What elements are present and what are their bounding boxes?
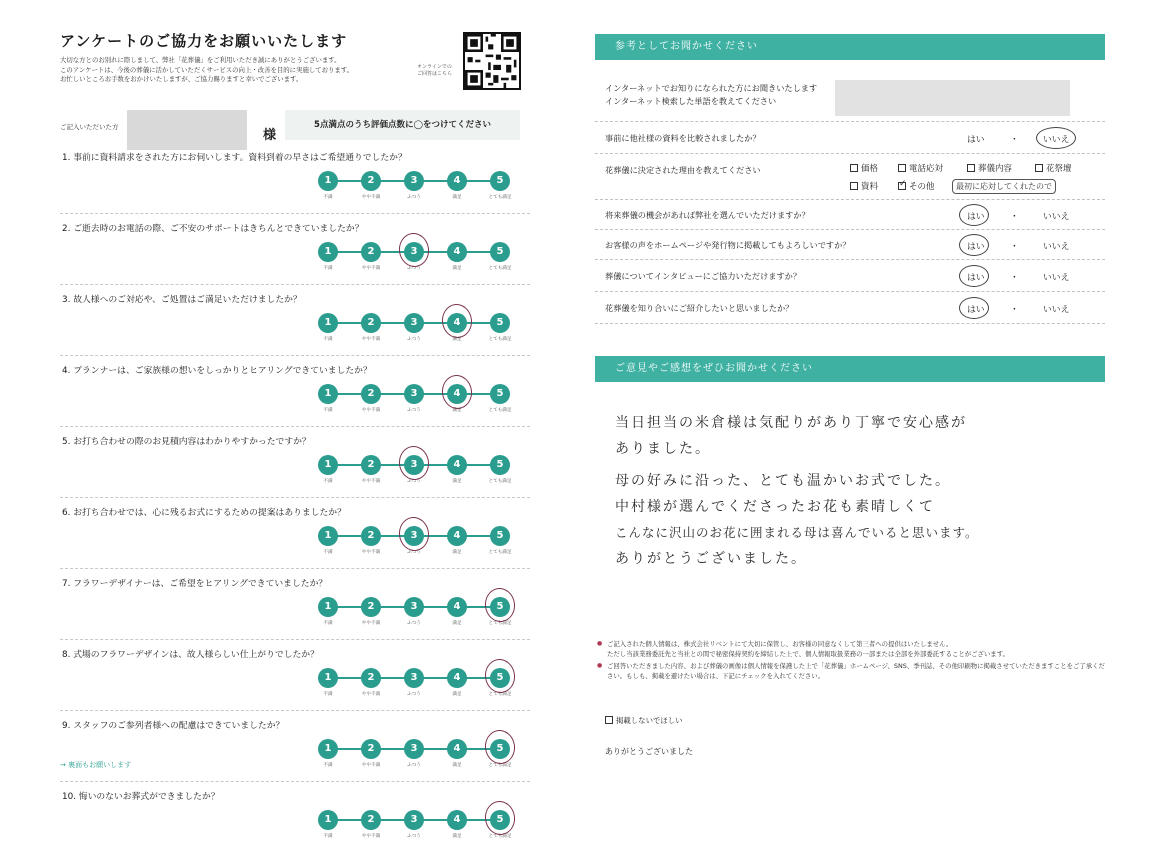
rating-scale (318, 807, 512, 851)
qr-code-icon[interactable] (463, 32, 521, 90)
rating-point-1[interactable]: 1 (318, 597, 338, 617)
honorific-sama: 様 (263, 128, 277, 143)
selected-circle-mark (397, 231, 431, 269)
yes-option[interactable]: はい (967, 305, 985, 315)
survey-right-page (595, 34, 1105, 784)
rating-point-1[interactable]: 1 (318, 739, 338, 759)
rating-label: 不満 (323, 763, 333, 768)
selected-circle-mark (483, 586, 517, 624)
yes-option[interactable]: はい (967, 242, 985, 252)
rating-point-4[interactable]: 4 (447, 810, 467, 830)
rating-point-5[interactable]: 5 (490, 597, 510, 617)
rating-point-3[interactable]: 3 (404, 668, 424, 688)
rating-label: 満足 (452, 195, 462, 200)
rating-point-3[interactable]: 3 (404, 384, 424, 404)
section-reference-header: 参考としてお聞かせください (595, 34, 1105, 60)
rating-point-5[interactable]: 5 (490, 384, 510, 404)
rating-label: 不満 (323, 479, 333, 484)
qr-code-graphic (465, 34, 519, 88)
rating-label: 満足 (452, 408, 462, 413)
rating-point-1[interactable]: 1 (318, 455, 338, 475)
separator-dot: ・ (1010, 242, 1019, 252)
answer-circle-mark (959, 204, 989, 226)
yesno-row (595, 230, 1105, 260)
checked-checkbox-icon: ✓ (899, 179, 907, 189)
search-term-field-redacted[interactable] (835, 80, 1070, 116)
comment-line: 当日担当の米倉様は気配りがあり丁寧で安心感が (615, 415, 967, 431)
selected-circle-mark (397, 515, 431, 553)
rating-point-4[interactable]: 4 (447, 526, 467, 546)
rating-scale (318, 665, 512, 709)
rating-question (60, 434, 530, 504)
question-divider (60, 426, 530, 427)
answer-circle-mark (959, 265, 989, 287)
checkbox-icon (1035, 164, 1043, 172)
rating-label: やや不満 (361, 834, 381, 839)
rating-point-5[interactable]: 5 (490, 455, 510, 475)
rating-point-2[interactable]: 2 (361, 526, 381, 546)
rating-label: ふつう (407, 834, 421, 839)
no-option[interactable]: いいえ (1043, 305, 1070, 315)
rating-scale (318, 523, 512, 567)
yesno-question: 花葬儀を知り合いにご紹介したいと思いましたか？ (605, 303, 794, 313)
rating-point-2[interactable]: 2 (361, 597, 381, 617)
optout-label: 掲載しないでほしい (616, 716, 683, 725)
rating-point-4[interactable]: 4 (447, 739, 467, 759)
no-option[interactable]: いいえ (1043, 273, 1070, 283)
rating-point-5[interactable]: 5 (490, 242, 510, 262)
privacy-note: ● ご回答いただきました内容、および葬儀の画像は個人情報を保護した上で「花葬儀」ホームページ、SNS、季刊誌、その他印刷物に掲載させていただきますことをご了承ください。もしも、掲載を避けたい場合は、下記にチェックを入れてください。 (595, 661, 1105, 681)
rating-point-5[interactable]: 5 (490, 668, 510, 688)
question-divider (60, 497, 530, 498)
rating-point-3[interactable]: 3 (404, 455, 424, 475)
internet-search-row (595, 60, 1105, 122)
separator-dot: ・ (1010, 135, 1019, 145)
rating-point-3[interactable]: 3 (404, 313, 424, 333)
rating-label: やや不満 (361, 408, 381, 413)
rating-label: ふつう (407, 550, 421, 555)
yesno-question: 葬儀についてインタビューにご協力いただけますか？ (605, 271, 802, 281)
reason-option-price[interactable] (850, 162, 878, 174)
comment-line: 母の好みに沿った、とても温かいお式でした。 (615, 473, 951, 489)
rating-label: やや不満 (361, 621, 381, 626)
rating-label: とても満足 (488, 834, 512, 839)
rating-point-4[interactable]: 4 (447, 171, 467, 191)
rating-label: やや不満 (361, 550, 381, 555)
comment-line: ありました。 (615, 441, 711, 457)
checkbox-icon (898, 164, 906, 172)
rating-point-5[interactable]: 5 (490, 526, 510, 546)
rating-point-1[interactable]: 1 (318, 526, 338, 546)
yesno-question: 事前に他社様の資料を比較されましたか？ (605, 133, 761, 143)
rating-point-5[interactable]: 5 (490, 313, 510, 333)
question-text: 6. お打ち合わせでは、心に残るお式にするための提案はありましたか？ (62, 508, 346, 518)
rating-point-2[interactable]: 2 (361, 810, 381, 830)
no-option[interactable]: いいえ (1043, 242, 1070, 252)
reason-label: 価格 (861, 164, 879, 174)
privacy-note: ただし当該業務委託先と当社との間で秘密保持契約を締結した上で、個人情報取扱業務の一部または全部を外部委託することがございます。 (607, 650, 1009, 658)
rating-label: 不満 (323, 692, 333, 697)
comment-line: 中村様が選んでくださったお花も素晴しくて (615, 499, 935, 515)
question-text: 9. スタッフのご参列者様への配慮はできていましたか？ (62, 721, 285, 731)
rating-label: やや不満 (361, 337, 381, 342)
rating-label: 満足 (452, 266, 462, 271)
checkbox-icon (967, 164, 975, 172)
rating-point-2[interactable]: 2 (361, 171, 381, 191)
rating-point-3[interactable]: 3 (404, 739, 424, 759)
rating-label: ふつう (407, 266, 421, 271)
rating-scale (318, 594, 512, 638)
comment-line: こんなに沢山のお花に囲まれる母は喜んでいると思います。 (615, 525, 979, 540)
rating-point-5[interactable]: 5 (490, 810, 510, 830)
name-field-redacted[interactable] (127, 110, 247, 150)
rating-point-2[interactable]: 2 (361, 242, 381, 262)
reason-label: 花祭壇 (1046, 164, 1072, 174)
rating-point-1[interactable]: 1 (318, 810, 338, 830)
rating-label: 満足 (452, 834, 462, 839)
reason-label: その他 (909, 182, 935, 192)
rating-point-3[interactable]: 3 (404, 242, 424, 262)
yesno-question: お客様の声をホームページや発行物に掲載してもよろしいですか？ (605, 240, 851, 250)
yes-option[interactable]: はい (967, 212, 985, 222)
rating-label: 満足 (452, 621, 462, 626)
rating-label: やや不満 (361, 692, 381, 697)
internet-question-line: インターネット検索した単語を教えてください (605, 96, 777, 106)
question-text: 7. フラワーデザイナーは、ご希望をヒアリングできていましたか？ (62, 579, 328, 589)
survey-title: アンケートのご協力をお願いいたします (60, 32, 348, 50)
privacy-note: ● ご記入された個人情報は、株式会社リベントにて大切に保管し、お客様の同意なくして第三者への提供はいたしません。 (595, 639, 1105, 649)
rating-scale (318, 239, 512, 283)
rating-point-2[interactable]: 2 (361, 455, 381, 475)
turn-over-note: → 裏面もお願いします (60, 761, 132, 769)
rating-label: 満足 (452, 550, 462, 555)
question-text: 8. 式場のフラワーデザインは、故人様らしい仕上がりでしたか？ (62, 650, 319, 660)
rating-label: ふつう (407, 692, 421, 697)
rating-point-3[interactable]: 3 (404, 597, 424, 617)
rating-point-2[interactable]: 2 (361, 313, 381, 333)
survey-intro (60, 56, 440, 85)
thanks-text: ありがとうございました (605, 747, 693, 756)
question-divider (60, 568, 530, 569)
question-divider (60, 781, 530, 782)
rating-point-1[interactable]: 1 (318, 668, 338, 688)
rating-scale (318, 310, 512, 354)
rating-point-4[interactable]: 4 (447, 455, 467, 475)
rating-label: とても満足 (488, 621, 512, 626)
rating-label: とても満足 (488, 337, 512, 342)
rating-point-4[interactable]: 4 (447, 384, 467, 404)
rating-scale (318, 736, 512, 780)
answer-circle-mark (1036, 127, 1076, 149)
rating-label: 満足 (452, 692, 462, 697)
rating-label: やや不満 (361, 195, 381, 200)
selected-circle-mark (483, 799, 517, 837)
rating-point-2[interactable]: 2 (361, 668, 381, 688)
rating-point-1[interactable]: 1 (318, 242, 338, 262)
reason-option-documents[interactable] (850, 180, 878, 192)
reason-label: 葬儀内容 (978, 164, 1013, 174)
reason-option-phone[interactable] (898, 162, 943, 174)
checkbox-icon (605, 716, 613, 724)
rating-label: ふつう (407, 621, 421, 626)
rating-label: とても満足 (488, 550, 512, 555)
intro-line: このアンケートは、今後の葬儀に活かしていただくサービスの向上・改善を目的に実施しております。 (60, 65, 354, 74)
question-text: 3. 故人様へのご対応や、ご処置はご満足いただけましたか？ (62, 295, 302, 305)
rating-point-2[interactable]: 2 (361, 739, 381, 759)
rating-label: とても満足 (488, 195, 512, 200)
no-option[interactable]: いいえ (1043, 135, 1070, 145)
reason-option-content[interactable] (967, 162, 1012, 174)
rating-label: 不満 (323, 550, 333, 555)
rating-label: 満足 (452, 763, 462, 768)
rating-point-1[interactable]: 1 (318, 313, 338, 333)
comment-line: ありがとうございました。 (615, 551, 807, 567)
handwritten-comment (615, 410, 1095, 572)
intro-line: お忙しいところお手数をおかけいたしますが、ご協力賜りますと幸いでございます。 (60, 75, 303, 83)
rating-instruction: 5点満点のうち評価点数に◯をつけてください (285, 110, 520, 140)
rating-label: ふつう (407, 763, 421, 768)
question-divider (60, 355, 530, 356)
rating-label: ふつう (407, 479, 421, 484)
rating-point-3[interactable]: 3 (404, 810, 424, 830)
rating-point-4[interactable]: 4 (447, 242, 467, 262)
rating-question (60, 789, 530, 859)
reason-label: 資料 (861, 182, 879, 192)
rating-question (60, 363, 530, 433)
rating-scale (318, 452, 512, 496)
other-reason-handwritten: 最初に応対してくれたので (952, 179, 1056, 194)
question-divider (60, 639, 530, 640)
rating-label: ふつう (407, 408, 421, 413)
rating-label: とても満足 (488, 408, 512, 413)
selected-circle-mark (483, 657, 517, 695)
rating-point-4[interactable]: 4 (447, 668, 467, 688)
yesno-row (595, 260, 1105, 292)
rating-label: やや不満 (361, 266, 381, 271)
rating-label: 不満 (323, 266, 333, 271)
no-option[interactable]: いいえ (1043, 212, 1070, 222)
reason-option-flower-altar[interactable] (1035, 162, 1072, 174)
rating-label: 不満 (323, 408, 333, 413)
qr-label (417, 64, 452, 78)
privacy-notes (595, 639, 1105, 681)
yesno-row (595, 122, 1105, 154)
rating-label: 満足 (452, 479, 462, 484)
rating-point-2[interactable]: 2 (361, 384, 381, 404)
name-label: ご記入いただいた方 (60, 123, 119, 131)
selected-circle-mark (440, 302, 474, 340)
rating-point-4[interactable]: 4 (447, 313, 467, 333)
reason-question: 花葬儀に決定された理由を教えてください (605, 165, 761, 175)
answer-circle-mark (959, 297, 989, 319)
rating-point-4[interactable]: 4 (447, 597, 467, 617)
section-feedback-header: ご意見やご感想をぜひお聞かせください (595, 356, 1105, 382)
rating-question (60, 505, 530, 575)
qr-label-line: ご回答はこちら (417, 71, 453, 77)
rating-label: 不満 (323, 834, 333, 839)
rating-label: とても満足 (488, 479, 512, 484)
qr-label-line: オンラインでの (417, 64, 452, 70)
yesno-row (595, 200, 1105, 230)
survey-left-page (45, 22, 550, 839)
rating-point-3[interactable]: 3 (404, 171, 424, 191)
rating-scale (318, 168, 512, 212)
separator-dot: ・ (1010, 212, 1019, 222)
rating-label: ふつう (407, 195, 421, 200)
rating-point-5[interactable]: 5 (490, 739, 510, 759)
rating-question (60, 292, 530, 362)
rating-question (60, 576, 530, 646)
rating-point-3[interactable]: 3 (404, 526, 424, 546)
rating-label: とても満足 (488, 266, 512, 271)
separator-dot: ・ (1010, 305, 1019, 315)
rating-question (60, 647, 530, 717)
rating-label: ふつう (407, 337, 421, 342)
selected-circle-mark (440, 373, 474, 411)
intro-line: 大切な方とのお別れに際しまして、弊社「花葬儀」をご利用いただき誠にありがとうございます。 (60, 56, 341, 64)
question-text: 2. ご逝去時のお電話の際、ご不安のサポートはきちんとできていましたか？ (62, 224, 364, 234)
yes-option[interactable]: はい (967, 273, 985, 283)
rating-label: やや不満 (361, 479, 381, 484)
rating-label: 不満 (323, 621, 333, 626)
reason-label: 電話応対 (909, 164, 944, 174)
question-divider (60, 710, 530, 711)
reason-option-other[interactable] (898, 180, 935, 192)
question-text: 5. お打ち合わせの際のお見積内容はわかりやすかったですか？ (62, 437, 311, 447)
optout-checkbox[interactable] (605, 715, 683, 726)
rating-question (60, 150, 530, 220)
rating-question (60, 221, 530, 291)
rating-label: とても満足 (488, 763, 512, 768)
selected-circle-mark (397, 444, 431, 482)
answer-circle-mark (959, 234, 989, 256)
yes-option[interactable]: はい (967, 135, 985, 145)
rating-scale (318, 381, 512, 425)
yesno-question: 将来葬儀の機会があれば弊社を選んでいただけますか？ (605, 210, 810, 220)
rating-label: とても満足 (488, 692, 512, 697)
question-text: 4. プランナーは、ご家族様の想いをしっかりとヒアリングできていましたか？ (62, 366, 372, 376)
checkbox-icon (850, 164, 858, 172)
rating-point-1[interactable]: 1 (318, 384, 338, 404)
selected-circle-mark (483, 728, 517, 766)
rating-label: 満足 (452, 337, 462, 342)
rating-point-5[interactable]: 5 (490, 171, 510, 191)
internet-question (605, 82, 817, 108)
question-text: 10. 悔いのないお葬式ができましたか？ (62, 792, 220, 802)
separator-dot: ・ (1010, 273, 1019, 283)
checkbox-icon (850, 182, 858, 190)
rating-label: 不満 (323, 195, 333, 200)
rating-label: やや不満 (361, 763, 381, 768)
rating-question (60, 718, 530, 788)
question-text: 1. 事前に資料請求をされた方にお伺いします。資料到着の早さはご希望通りでしたか？ (62, 153, 407, 163)
rating-point-1[interactable]: 1 (318, 171, 338, 191)
question-divider (60, 213, 530, 214)
internet-question-line: インターネットでお知りになられた方にお聞きいたします (605, 83, 818, 93)
question-divider (60, 284, 530, 285)
yesno-row (595, 292, 1105, 324)
rating-label: 不満 (323, 337, 333, 342)
